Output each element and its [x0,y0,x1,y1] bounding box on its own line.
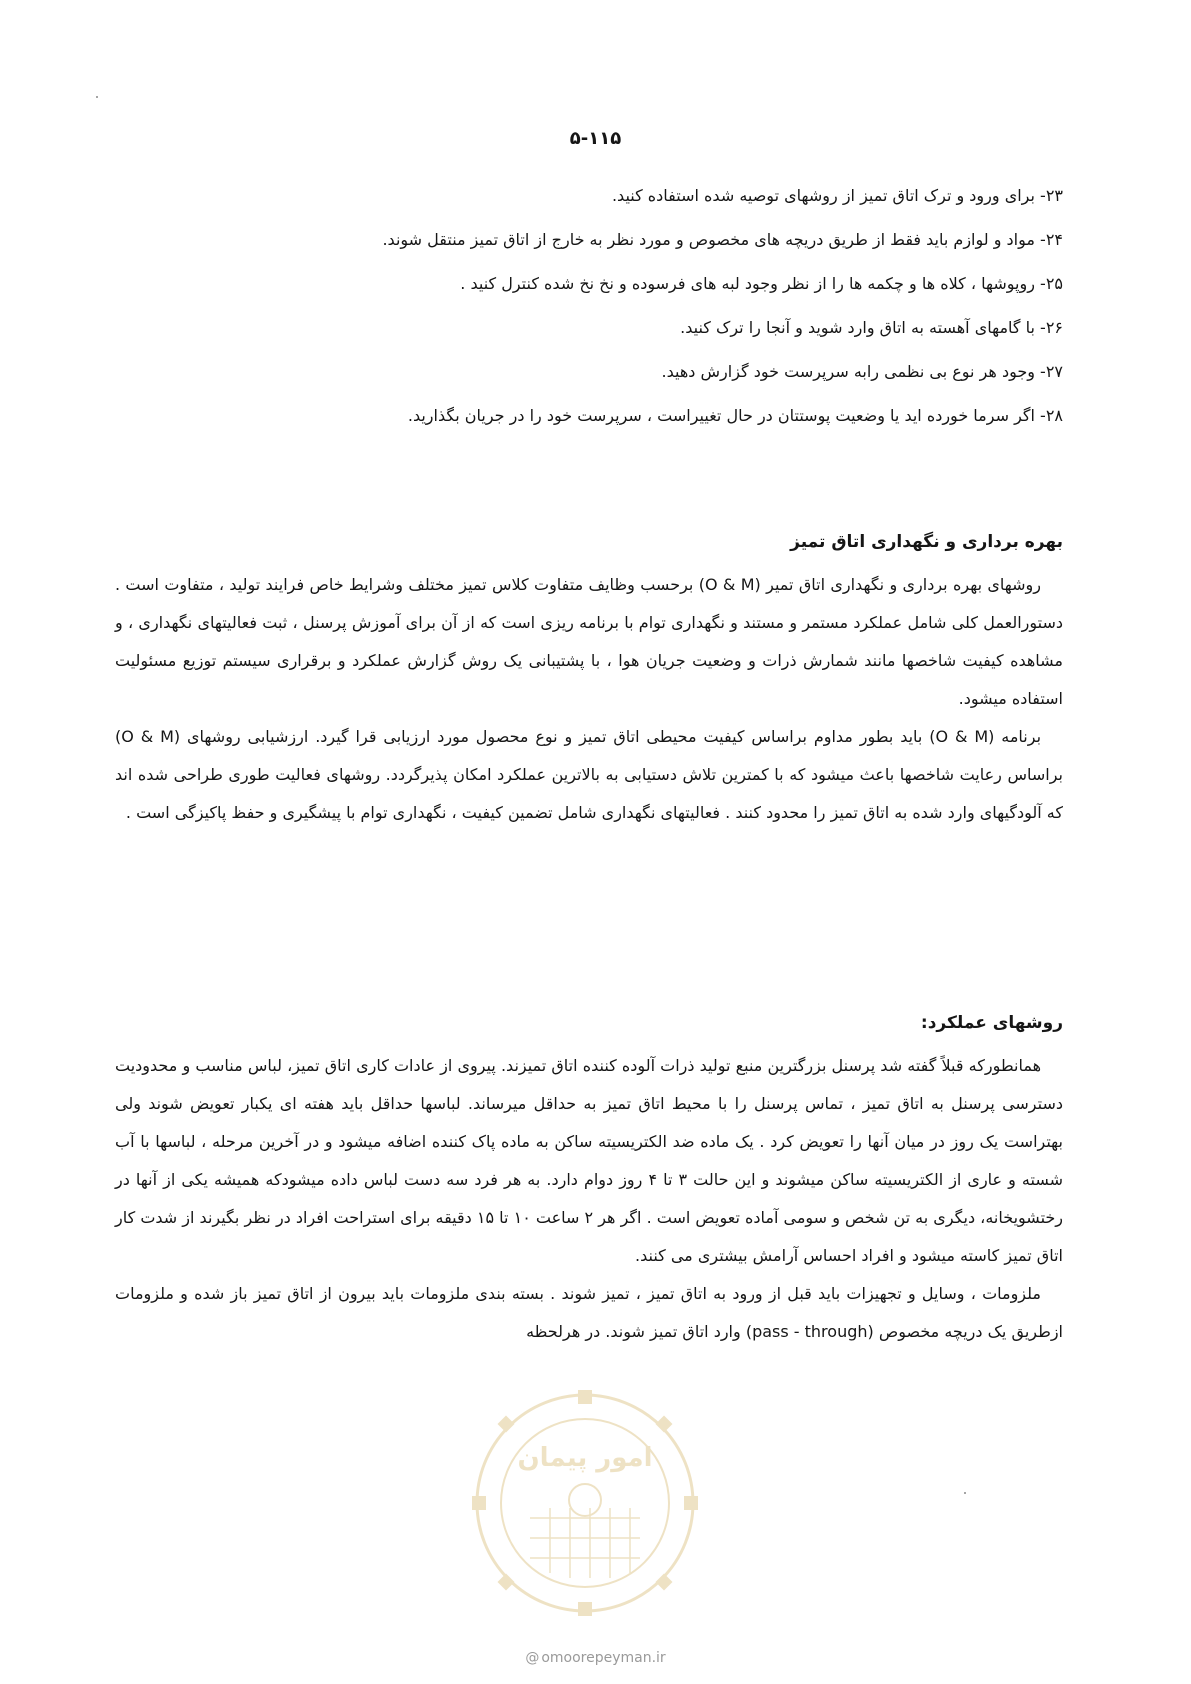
scan-speck [964,1492,966,1494]
scan-speck [96,96,98,98]
section-heading: روشهای عملکرد: [920,1013,1063,1033]
paragraph: همانطورکه قبلاً گفته شد پرسنل بزرگترین منبع تولید ذرات آلوده کننده اتاق تمیزند. پیروی از عادات کاری اتاق تمیز، لباس مناسب و محدودیت دسترسی پرسنل به اتاق تمیز ، تماس پرسنل را با محیط اتاق تمیز به حداقل میرساند. لباسها حداقل باید هفته ای یکبار تعویض شوند ولی بهتراست یک روز در میان آنها را تعویض کرد . یک ماده ضد الکتریسیته ساکن به ماده پاک کننده اضافه میشود و در آخرین مرحله ، لباسها با آب شسته و عاری از الکتریسیته ساکن میشوند و این حالت ۳ تا ۴ روز دوام دارد. به هر فرد سه دست لباس داده میشودکه همیشه یکی از آنها در رختشویخانه، دیگری به تن شخص و سومی آماده تعویض است . اگر هر ۲ ساعت ۱۰ تا ۱۵ دقیقه برای استراحت افراد در نظر بگیرند از شدت کار اتاق تمیز کاسته میشود و افراد احساس آرامش بیشتری می کنند. [115,1056,1064,1265]
list-item: ۲۷- وجود هر نوع بی نظمی رابه سرپرست خود گزارش دهید. [661,362,1063,381]
watermark-logo [470,1388,700,1618]
paragraph: ملزومات ، وسایل و تجهیزات باید قبل از ورود به اتاق تمیز ، تمیز شوند . بسته بندی ملزومات باید بیرون از اتاق تمیز باز شده و ملزومات ازطریق یک دریچه مخصوص (pass - through) وارد اتاق تمیز شوند. در هرلحظه [115,1284,1063,1341]
rules-list [103,185,1063,449]
paragraph: روشهای بهره برداری و نگهداری اتاق تمیر (O & M) برحسب وظایف متفاوت کلاس تمیز مختلف وشرایط خاص فرایند تولید ، متفاوت است . دستورالعمل کلی شامل عملکرد مستمر و مستند و نگهداری توام با برنامه ریزی است که از آن برای آموزش پرسنل ، ثبت فعالیتهای نگهداری ، و مشاهده کیفیت شاخصها مانند شمارش ذرات و وضعیت جریان هوا ، با پشتیبانی یک روش گزارش عملکرد و برقراری سیستم توزیع مسئولیت استفاده میشود. [115,575,1063,708]
footer-website [0,1650,1191,1666]
list-item: ۲۵- روپوشها ، کلاه ها و چکمه ها را از نظر وجود لبه های فرسوده و نخ نخ شده کنترل کنید . [460,274,1063,293]
watermark-brand-text: امور پیمان [517,1443,653,1473]
at-icon: @ [525,1650,540,1666]
list-item: ۲۳- برای ورود و ترک اتاق تمیز از روشهای توصیه شده استفاده کنید. [611,186,1063,205]
paragraph: برنامه (O & M) باید بطور مداوم براساس کیفیت محیطی اتاق تمیز و نوع محصول مورد ارزیابی قرا گیرد. ارزشیابی روشهای (O & M) براساس رعایت شاخصها باعث میشود که با کمترین تلاش دستیابی به بالاترین عملکرد امکان پذیرگردد. روشهای فعالیت طوری طراحی شده اند که آلودگیهای وارد شده به اتاق تمیز را محدود کنند . فعالیتهای نگهداری شامل تضمین کیفیت ، نگهداری توام با پیشگیری و حفظ پاکیزگی است . [115,727,1063,822]
list-item: ۲۴- مواد و لوازم باید فقط از طریق دریچه های مخصوص و مورد نظر به خارج از اتاق تمیز منتقل شوند. [382,230,1063,249]
page-number: ۵-۱۱۵ [569,128,622,149]
section-operation-maintenance [115,530,1063,832]
section-heading: بهره برداری و نگهداری اتاق تمیز [790,532,1063,552]
list-item: ۲۸- اگر سرما خورده اید یا وضعیت پوستتان در حال تغییراست ، سرپرست خود را در جریان بگذارید. [407,406,1063,425]
list-item: ۲۶- با گامهای آهسته به اتاق وارد شوید و آنجا را ترک کنید. [680,318,1063,337]
section-operating-methods [115,1011,1063,1351]
website-url: omoorepeyman.ir [541,1650,666,1666]
